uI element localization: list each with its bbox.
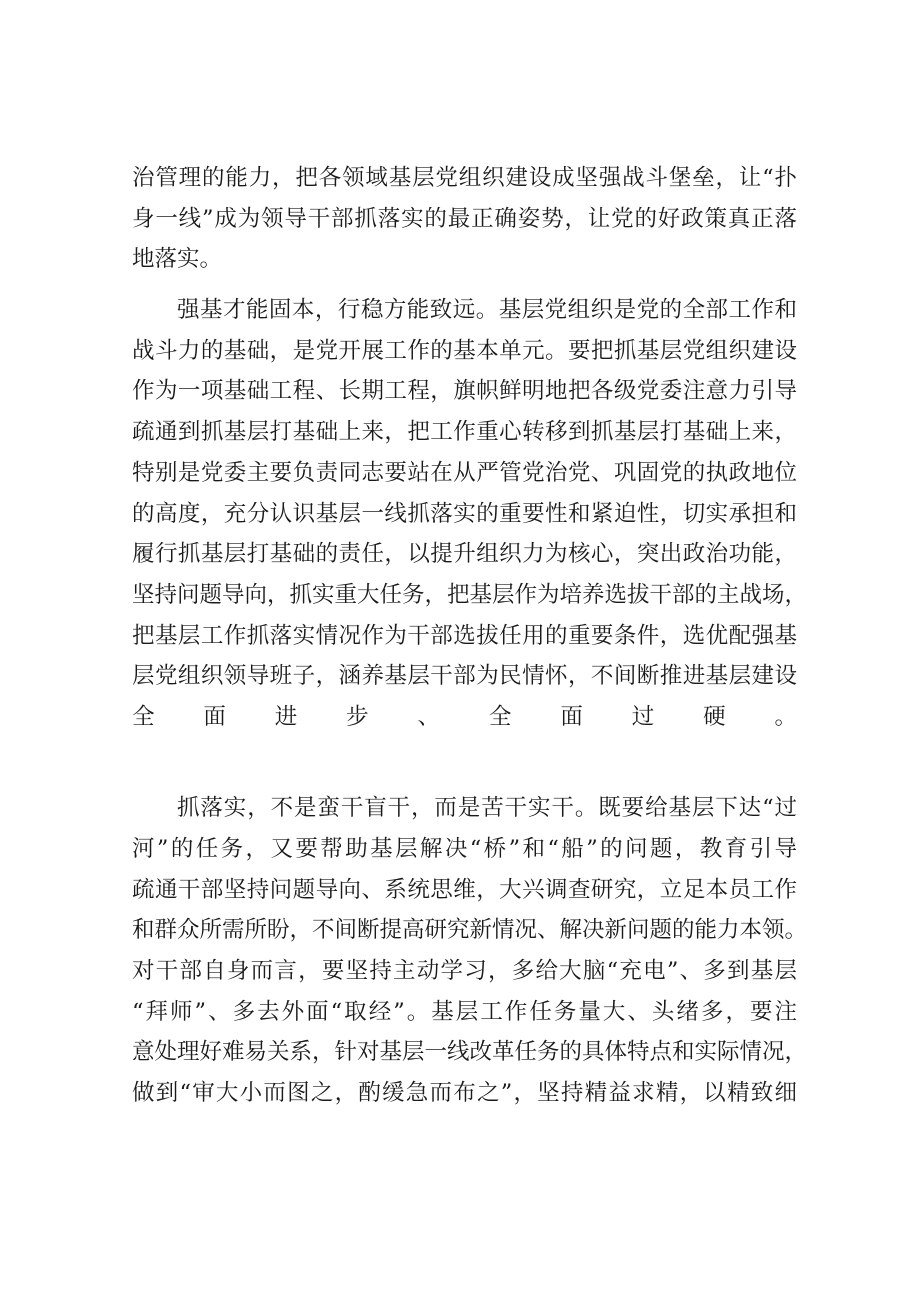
paragraph-line: 身一线”成为领导干部抓落实的最正确姿势，让党的好政策真正落 xyxy=(132,205,797,232)
paragraph-line: 做到“审大小而图之，酌缓急而布之”，坚持精益求精，以精致细 xyxy=(132,1080,797,1107)
document-body xyxy=(132,158,808,1114)
paragraph-line: 治管理的能力，把各领域基层党组织建设成坚强战斗堡垒，让“扑 xyxy=(132,165,797,191)
paragraph-line: 意处理好难易关系，针对基层一线改革任务的具体特点和实际情况， xyxy=(132,1039,808,1066)
paragraph-3 xyxy=(132,788,808,1114)
paragraph-line: 和群众所需所盼，不间断提高研究新情况、解决新问题的能力本领。 xyxy=(132,917,808,944)
paragraph-line: 河”的任务，又要帮助基层解决“桥”和“船”的问题，教育引导 xyxy=(132,836,797,862)
paragraph-line: 疏通干部坚持问题导向、系统思维，大兴调查研究，立足本员工作 xyxy=(132,876,797,903)
paragraph-line: 疏通到抓基层打基础上来，把工作重心转移到抓基层打基础上来， xyxy=(132,419,797,446)
paragraph-spacing xyxy=(132,778,797,788)
paragraph-line: 特别是党委主要负责同志要站在从严管党治党、巩固党的执政地位 xyxy=(132,459,797,486)
paragraph-line: 战斗力的基础，是党开展工作的基本单元。要把抓基层党组织建设 xyxy=(132,337,797,364)
paragraph-line: 履行抓基层打基础的责任，以提升组织力为核心，突出政治功能， xyxy=(132,541,797,568)
paragraph-1 xyxy=(132,158,797,280)
paragraph-line xyxy=(132,738,797,779)
paragraph-line: 的高度，充分认识基层一线抓落实的重要性和紧迫性，切实承担和 xyxy=(132,500,797,527)
paragraph-spacing xyxy=(132,280,797,290)
paragraph-line: “拜师”、多去外面“取经”。基层工作任务量大、头绪多，要注 xyxy=(132,998,797,1025)
paragraph-2 xyxy=(132,290,808,778)
paragraph-line: 层党组织领导班子，涵养基层干部为民情怀，不间断推进基层建设 xyxy=(132,663,797,690)
paragraph-line: 地落实。 xyxy=(132,246,223,273)
paragraph-line: 抓落实，不是蛮干盲干，而是苦干实干。既要给基层下达“过 xyxy=(177,795,797,822)
paragraph-line: 全面进步、全面过硬。 xyxy=(132,703,797,730)
paragraph-line: 作为一项基础工程、长期工程，旗帜鲜明地把各级党委注意力引导 xyxy=(132,378,797,405)
paragraph-line: 坚持问题导向，抓实重大任务，把基层作为培养选拔干部的主战场， xyxy=(132,581,808,608)
paragraph-line: 对干部自身而言，要坚持主动学习，多给大脑“充电”、多到基层 xyxy=(132,958,797,985)
paragraph-line: 把基层工作抓落实情况作为干部选拔任用的重要条件，选优配强基 xyxy=(132,622,797,649)
paragraph-line: 强基才能固本，行稳方能致远。基层党组织是党的全部工作和 xyxy=(177,297,797,324)
